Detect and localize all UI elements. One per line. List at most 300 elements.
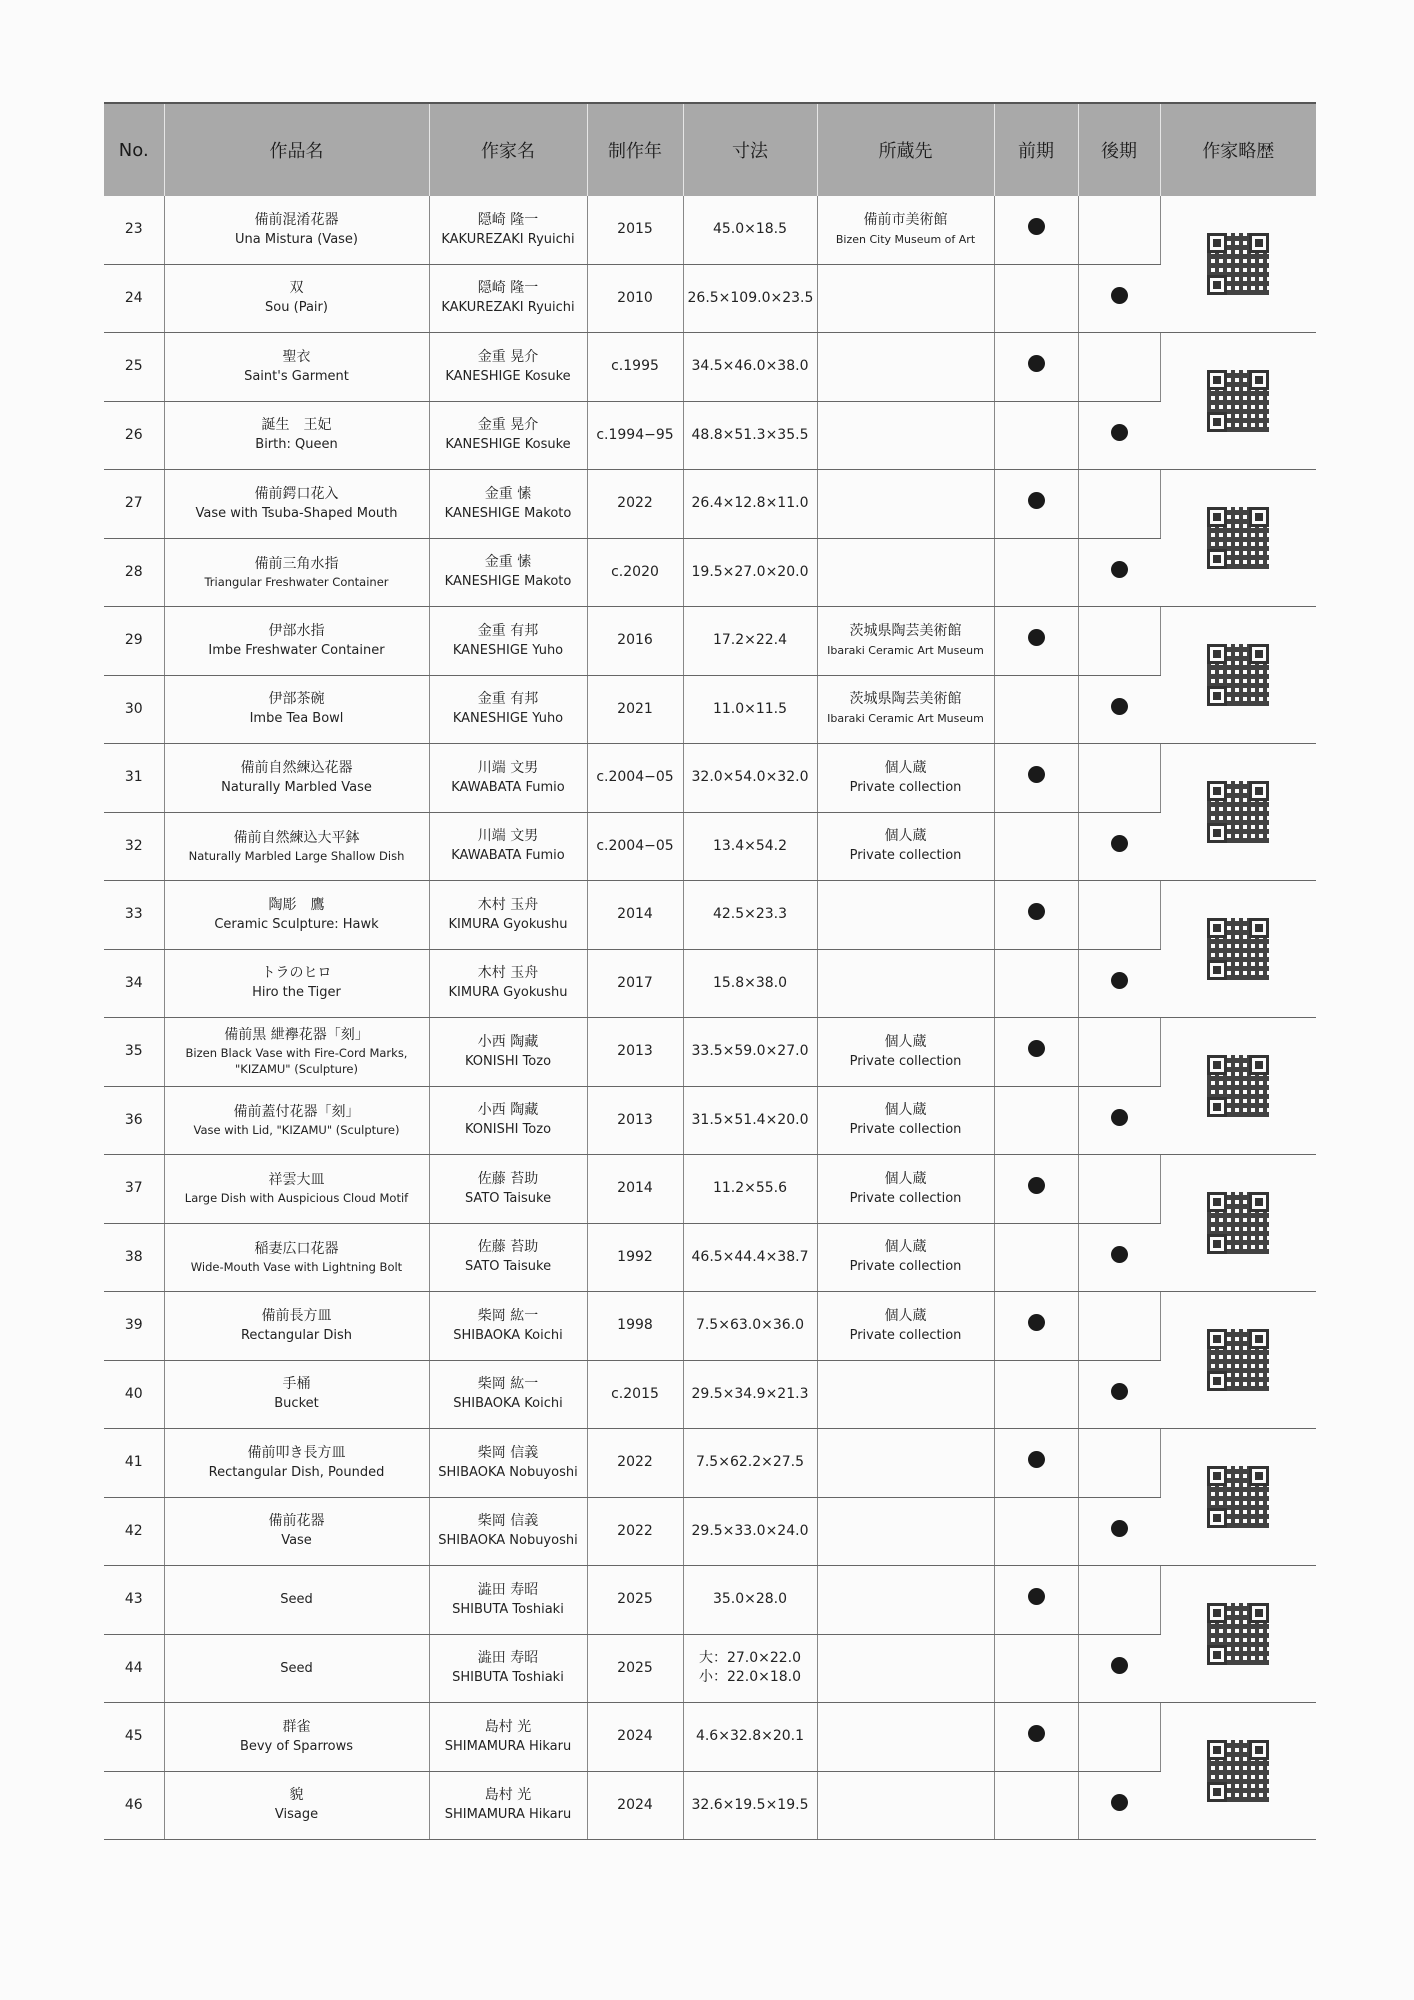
cell-collection bbox=[817, 1018, 994, 1087]
row-number: 28 bbox=[124, 563, 143, 580]
exhibited-dot-icon bbox=[1028, 1040, 1045, 1057]
cell-no bbox=[104, 333, 164, 402]
title-ja: 備前長方皿 bbox=[261, 1307, 332, 1324]
artist-ja: 金重 有邦 bbox=[477, 691, 539, 708]
qr-code-icon[interactable] bbox=[1207, 918, 1269, 980]
artwork-table bbox=[104, 102, 1316, 1840]
cell-collection bbox=[817, 1086, 994, 1155]
year: 2013 bbox=[617, 1043, 653, 1060]
year: 2014 bbox=[617, 1180, 653, 1197]
collection-ja: 茨城県陶芸美術館 bbox=[849, 691, 962, 708]
dimensions: 33.5×59.0×27.0 bbox=[691, 1043, 809, 1060]
title-en: Large Dish with Auspicious Cloud Motif bbox=[184, 1191, 409, 1206]
cell-title bbox=[164, 1086, 429, 1155]
title-ja: 貌 bbox=[289, 1787, 304, 1804]
cell-year bbox=[587, 881, 683, 950]
cell-no bbox=[104, 1566, 164, 1635]
title-en: Vase with Lid, "KIZAMU" (Sculpture) bbox=[193, 1122, 400, 1137]
cell-title bbox=[164, 675, 429, 744]
dimensions: 4.6×32.8×20.1 bbox=[695, 1728, 805, 1745]
cell-collection bbox=[817, 881, 994, 950]
cell-year bbox=[587, 812, 683, 881]
title-en: Hiro the Tiger bbox=[252, 985, 341, 1001]
header-collection: 所蔵先 bbox=[817, 103, 994, 196]
artist-ja: 隠崎 隆一 bbox=[477, 280, 539, 297]
cell-artist bbox=[429, 470, 587, 539]
title-ja: 備前三角水指 bbox=[254, 555, 339, 572]
artist-ja: 柴岡 紘一 bbox=[477, 1307, 539, 1324]
qr-code-icon[interactable] bbox=[1207, 233, 1269, 295]
title-en: Seed bbox=[280, 1592, 313, 1608]
cell-artist bbox=[429, 1634, 587, 1703]
cell-no bbox=[104, 1018, 164, 1087]
table-row bbox=[104, 812, 1316, 881]
cell-no bbox=[104, 470, 164, 539]
row-number: 44 bbox=[124, 1659, 143, 1676]
cell-first-term bbox=[994, 1155, 1078, 1224]
collection-en: Private collection bbox=[849, 1122, 962, 1138]
cell-title bbox=[164, 333, 429, 402]
dimensions: 19.5×27.0×20.0 bbox=[691, 563, 809, 580]
artwork-list-sheet bbox=[104, 102, 1316, 1840]
cell-year bbox=[587, 744, 683, 813]
cell-collection bbox=[817, 1771, 994, 1840]
title-ja: 備前黒 紲襷花器「刻」 bbox=[224, 1027, 369, 1044]
dimensions: 11.2×55.6 bbox=[712, 1180, 788, 1197]
artist-ja: 澁田 寿昭 bbox=[477, 1650, 539, 1667]
cell-dimensions bbox=[683, 1429, 817, 1498]
artist-ja: 金重 晃介 bbox=[477, 348, 539, 365]
title-en: Naturally Marbled Vase bbox=[221, 779, 372, 795]
title-en: Triangular Freshwater Container bbox=[204, 574, 389, 589]
cell-first-term bbox=[994, 744, 1078, 813]
cell-dimensions bbox=[683, 1634, 817, 1703]
dimensions: 15.8×38.0 bbox=[712, 974, 788, 991]
qr-code-icon[interactable] bbox=[1207, 1192, 1269, 1254]
cell-second-term bbox=[1078, 1155, 1160, 1224]
cell-no bbox=[104, 1771, 164, 1840]
artist-ja: 柴岡 信義 bbox=[477, 1513, 539, 1530]
title-ja: 群雀 bbox=[282, 1718, 311, 1735]
row-number: 23 bbox=[124, 221, 143, 238]
cell-no bbox=[104, 1360, 164, 1429]
row-number: 29 bbox=[124, 632, 143, 649]
qr-code-icon[interactable] bbox=[1207, 781, 1269, 843]
year: 2021 bbox=[617, 700, 653, 717]
table-row bbox=[104, 1497, 1316, 1566]
exhibited-dot-icon bbox=[1111, 1794, 1128, 1811]
cell-collection bbox=[817, 1360, 994, 1429]
cell-no bbox=[104, 1497, 164, 1566]
artist-en: KIMURA Gyokushu bbox=[448, 916, 568, 932]
header-year: 制作年 bbox=[587, 103, 683, 196]
row-number: 46 bbox=[124, 1796, 143, 1813]
cell-year bbox=[587, 538, 683, 607]
title-ja: 伊部水指 bbox=[268, 622, 325, 639]
cell-artist bbox=[429, 1497, 587, 1566]
cell-collection bbox=[817, 1223, 994, 1292]
year: c.2004−05 bbox=[596, 837, 674, 854]
exhibited-dot-icon bbox=[1028, 1725, 1045, 1742]
table-row bbox=[104, 1771, 1316, 1840]
cell-no bbox=[104, 812, 164, 881]
exhibited-dot-icon bbox=[1111, 698, 1128, 715]
cell-artist bbox=[429, 1566, 587, 1635]
cell-artist bbox=[429, 1703, 587, 1772]
cell-second-term bbox=[1078, 1292, 1160, 1361]
cell-second-term bbox=[1078, 607, 1160, 676]
table-row bbox=[104, 1155, 1316, 1224]
row-number: 35 bbox=[124, 1043, 143, 1060]
cell-second-term bbox=[1078, 1497, 1160, 1566]
title-ja: 誕生 王妃 bbox=[261, 417, 332, 434]
year: 2025 bbox=[617, 1591, 653, 1608]
year: 2017 bbox=[617, 974, 653, 991]
title-en: Seed bbox=[280, 1660, 313, 1676]
exhibited-dot-icon bbox=[1111, 287, 1128, 304]
cell-second-term bbox=[1078, 264, 1160, 333]
title-ja: 双 bbox=[289, 280, 304, 297]
artist-en: KAWABATA Fumio bbox=[451, 779, 565, 795]
collection-ja: 個人蔵 bbox=[884, 1170, 927, 1187]
title-ja: 備前花器 bbox=[268, 1513, 325, 1530]
cell-second-term bbox=[1078, 675, 1160, 744]
title-ja: 備前混淆花器 bbox=[254, 211, 339, 228]
row-number: 31 bbox=[124, 769, 143, 786]
collection-en: Private collection bbox=[849, 1190, 962, 1206]
cell-dimensions bbox=[683, 470, 817, 539]
title-en: Imbe Tea Bowl bbox=[249, 711, 344, 727]
cell-no bbox=[104, 1634, 164, 1703]
artist-en: KONISHI Tozo bbox=[464, 1122, 552, 1138]
cell-artist-bio bbox=[1160, 1155, 1316, 1292]
cell-year bbox=[587, 675, 683, 744]
cell-first-term bbox=[994, 1223, 1078, 1292]
artist-en: KAKUREZAKI Ryuichi bbox=[441, 300, 575, 316]
cell-no bbox=[104, 744, 164, 813]
artist-en: SHIMAMURA Hikaru bbox=[444, 1807, 572, 1823]
artist-en: KANESHIGE Yuho bbox=[452, 711, 564, 727]
cell-title bbox=[164, 1292, 429, 1361]
table-row bbox=[104, 333, 1316, 402]
cell-dimensions bbox=[683, 1292, 817, 1361]
artist-ja: 柴岡 信義 bbox=[477, 1444, 539, 1461]
cell-title bbox=[164, 1223, 429, 1292]
title-ja: 備前叩き長方皿 bbox=[247, 1444, 346, 1461]
cell-first-term bbox=[994, 1703, 1078, 1772]
cell-year bbox=[587, 1292, 683, 1361]
cell-second-term bbox=[1078, 1703, 1160, 1772]
dimensions: 48.8×51.3×35.5 bbox=[691, 426, 809, 443]
artist-ja: 佐藤 苔助 bbox=[477, 1170, 539, 1187]
artist-ja: 金重 愫 bbox=[484, 554, 532, 571]
exhibited-dot-icon bbox=[1028, 492, 1045, 509]
collection-ja: 個人蔵 bbox=[884, 1102, 927, 1119]
qr-code-icon[interactable] bbox=[1207, 644, 1269, 706]
row-number: 42 bbox=[124, 1522, 143, 1539]
cell-no bbox=[104, 538, 164, 607]
qr-code-icon[interactable] bbox=[1207, 1740, 1269, 1802]
cell-no bbox=[104, 196, 164, 264]
title-en: Bucket bbox=[274, 1396, 319, 1412]
cell-artist-bio bbox=[1160, 744, 1316, 881]
cell-artist-bio bbox=[1160, 881, 1316, 1018]
artist-en: SHIBUTA Toshiaki bbox=[452, 1670, 564, 1686]
collection-en: Ibaraki Ceramic Art Museum bbox=[827, 643, 984, 657]
cell-artist bbox=[429, 1018, 587, 1087]
cell-year bbox=[587, 1360, 683, 1429]
table-row bbox=[104, 1086, 1316, 1155]
cell-second-term bbox=[1078, 1018, 1160, 1087]
cell-year bbox=[587, 1223, 683, 1292]
cell-dimensions bbox=[683, 264, 817, 333]
year: c.2015 bbox=[611, 1385, 659, 1402]
year: 2024 bbox=[617, 1796, 653, 1813]
exhibited-dot-icon bbox=[1111, 972, 1128, 989]
exhibited-dot-icon bbox=[1111, 1109, 1128, 1126]
cell-dimensions bbox=[683, 812, 817, 881]
exhibited-dot-icon bbox=[1111, 1520, 1128, 1537]
cell-second-term bbox=[1078, 470, 1160, 539]
table-row bbox=[104, 401, 1316, 470]
cell-title bbox=[164, 401, 429, 470]
row-number: 26 bbox=[124, 426, 143, 443]
cell-artist bbox=[429, 1223, 587, 1292]
cell-title bbox=[164, 1360, 429, 1429]
collection-ja: 個人蔵 bbox=[884, 1239, 927, 1256]
header-second-term: 後期 bbox=[1078, 103, 1160, 196]
cell-dimensions bbox=[683, 1360, 817, 1429]
cell-artist-bio bbox=[1160, 1292, 1316, 1429]
cell-artist-bio bbox=[1160, 607, 1316, 744]
title-en: Visage bbox=[274, 1807, 319, 1823]
artist-ja: 島村 光 bbox=[484, 1787, 532, 1804]
cell-artist bbox=[429, 1360, 587, 1429]
cell-title bbox=[164, 196, 429, 264]
collection-en: Private collection bbox=[849, 848, 962, 864]
collection-en: Private collection bbox=[849, 779, 962, 795]
cell-artist bbox=[429, 1086, 587, 1155]
cell-second-term bbox=[1078, 1634, 1160, 1703]
title-ja: 備前鍔口花入 bbox=[254, 485, 339, 502]
qr-code-icon[interactable] bbox=[1207, 1055, 1269, 1117]
dimensions: 46.5×44.4×38.7 bbox=[691, 1248, 809, 1265]
cell-title bbox=[164, 744, 429, 813]
year: 2022 bbox=[617, 495, 653, 512]
cell-artist bbox=[429, 675, 587, 744]
cell-artist bbox=[429, 538, 587, 607]
artist-en: KANESHIGE Yuho bbox=[452, 642, 564, 658]
cell-second-term bbox=[1078, 1223, 1160, 1292]
exhibited-dot-icon bbox=[1111, 1657, 1128, 1674]
artist-ja: 隠崎 隆一 bbox=[477, 211, 539, 228]
cell-year bbox=[587, 333, 683, 402]
cell-second-term bbox=[1078, 538, 1160, 607]
title-en: Bizen Black Vase with Fire-Cord Marks, "KIZAMU" (Sculpture) bbox=[185, 1046, 408, 1077]
cell-dimensions bbox=[683, 1703, 817, 1772]
cell-artist bbox=[429, 1429, 587, 1498]
cell-no bbox=[104, 264, 164, 333]
cell-second-term bbox=[1078, 401, 1160, 470]
table-row bbox=[104, 1223, 1316, 1292]
cell-collection bbox=[817, 1566, 994, 1635]
header-artist: 作家名 bbox=[429, 103, 587, 196]
cell-year bbox=[587, 470, 683, 539]
cell-dimensions bbox=[683, 1018, 817, 1087]
cell-year bbox=[587, 1497, 683, 1566]
cell-dimensions bbox=[683, 401, 817, 470]
qr-code-icon[interactable] bbox=[1207, 1329, 1269, 1391]
cell-year bbox=[587, 1429, 683, 1498]
artist-en: SHIBAOKA Koichi bbox=[453, 1327, 563, 1343]
cell-year bbox=[587, 401, 683, 470]
cell-no bbox=[104, 1223, 164, 1292]
year: 2025 bbox=[617, 1659, 653, 1676]
collection-ja: 個人蔵 bbox=[884, 1307, 927, 1324]
collection-ja: 個人蔵 bbox=[884, 828, 927, 845]
artist-ja: 澁田 寿昭 bbox=[477, 1581, 539, 1598]
title-ja: 備前蓋付花器「刻」 bbox=[233, 1103, 360, 1120]
artist-en: SATO Taisuke bbox=[464, 1259, 552, 1275]
cell-first-term bbox=[994, 1360, 1078, 1429]
dimensions: 32.0×54.0×32.0 bbox=[691, 769, 809, 786]
cell-dimensions bbox=[683, 607, 817, 676]
title-ja: 手桶 bbox=[282, 1376, 311, 1393]
cell-first-term bbox=[994, 812, 1078, 881]
row-number: 30 bbox=[124, 700, 143, 717]
title-en: Birth: Queen bbox=[255, 437, 338, 453]
exhibited-dot-icon bbox=[1111, 835, 1128, 852]
artist-en: SATO Taisuke bbox=[464, 1190, 552, 1206]
exhibited-dot-icon bbox=[1028, 903, 1045, 920]
cell-collection bbox=[817, 1634, 994, 1703]
artist-ja: 川端 文男 bbox=[477, 828, 539, 845]
cell-year bbox=[587, 949, 683, 1018]
title-en: Ceramic Sculpture: Hawk bbox=[214, 916, 379, 932]
table-row bbox=[104, 1292, 1316, 1361]
title-en: Rectangular Dish, Pounded bbox=[208, 1464, 385, 1480]
dimensions: 29.5×34.9×21.3 bbox=[691, 1385, 809, 1402]
dimensions: 34.5×46.0×38.0 bbox=[691, 358, 809, 375]
cell-dimensions bbox=[683, 881, 817, 950]
cell-first-term bbox=[994, 470, 1078, 539]
cell-second-term bbox=[1078, 1429, 1160, 1498]
row-number: 33 bbox=[124, 906, 143, 923]
table-row bbox=[104, 1018, 1316, 1087]
cell-dimensions bbox=[683, 1771, 817, 1840]
artist-en: KONISHI Tozo bbox=[464, 1053, 552, 1069]
exhibited-dot-icon bbox=[1111, 1383, 1128, 1400]
qr-code-icon[interactable] bbox=[1207, 1603, 1269, 1665]
cell-artist bbox=[429, 264, 587, 333]
year: 2010 bbox=[617, 289, 653, 306]
cell-second-term bbox=[1078, 1566, 1160, 1635]
cell-artist bbox=[429, 881, 587, 950]
qr-code-icon[interactable] bbox=[1207, 507, 1269, 569]
cell-collection bbox=[817, 675, 994, 744]
artist-ja: 島村 光 bbox=[484, 1718, 532, 1735]
cell-second-term bbox=[1078, 949, 1160, 1018]
cell-dimensions bbox=[683, 675, 817, 744]
exhibited-dot-icon bbox=[1111, 424, 1128, 441]
dimensions: 11.0×11.5 bbox=[712, 700, 788, 717]
cell-collection bbox=[817, 1703, 994, 1772]
title-ja: 聖衣 bbox=[282, 348, 311, 365]
cell-first-term bbox=[994, 1429, 1078, 1498]
cell-first-term bbox=[994, 1634, 1078, 1703]
collection-en: Bizen City Museum of Art bbox=[835, 232, 976, 246]
cell-collection bbox=[817, 538, 994, 607]
row-number: 24 bbox=[124, 289, 143, 306]
row-number: 38 bbox=[124, 1248, 143, 1265]
dimensions: 32.6×19.5×19.5 bbox=[691, 1796, 809, 1813]
year: 2014 bbox=[617, 906, 653, 923]
title-ja: トラのヒロ bbox=[261, 965, 332, 982]
dimensions: 26.4×12.8×11.0 bbox=[691, 495, 809, 512]
cell-first-term bbox=[994, 1292, 1078, 1361]
cell-dimensions bbox=[683, 744, 817, 813]
cell-no bbox=[104, 1292, 164, 1361]
cell-first-term bbox=[994, 196, 1078, 264]
cell-artist bbox=[429, 1292, 587, 1361]
cell-title bbox=[164, 264, 429, 333]
cell-year bbox=[587, 1771, 683, 1840]
title-ja: 稲妻広口花器 bbox=[254, 1240, 339, 1257]
title-ja: 祥雲大皿 bbox=[268, 1172, 325, 1189]
table-row bbox=[104, 470, 1316, 539]
collection-en: Ibaraki Ceramic Art Museum bbox=[827, 712, 984, 726]
cell-second-term bbox=[1078, 1771, 1160, 1840]
dimensions: 7.5×62.2×27.5 bbox=[695, 1454, 805, 1471]
collection-en: Private collection bbox=[849, 1053, 962, 1069]
exhibited-dot-icon bbox=[1028, 355, 1045, 372]
cell-collection bbox=[817, 1429, 994, 1498]
header-title: 作品名 bbox=[164, 103, 429, 196]
exhibited-dot-icon bbox=[1028, 1314, 1045, 1331]
cell-title bbox=[164, 881, 429, 950]
cell-title bbox=[164, 812, 429, 881]
cell-year bbox=[587, 1566, 683, 1635]
dimensions: 大：27.0×22.0 bbox=[698, 1650, 802, 1667]
dimensions: 42.5×23.3 bbox=[712, 906, 788, 923]
cell-second-term bbox=[1078, 196, 1160, 264]
cell-artist-bio bbox=[1160, 196, 1316, 333]
collection-ja: 個人蔵 bbox=[884, 1033, 927, 1050]
cell-dimensions bbox=[683, 1155, 817, 1224]
cell-first-term bbox=[994, 675, 1078, 744]
artist-ja: 金重 愫 bbox=[484, 485, 532, 502]
exhibited-dot-icon bbox=[1028, 1177, 1045, 1194]
dimensions: 7.5×63.0×36.0 bbox=[695, 1317, 805, 1334]
artist-en: SHIBUTA Toshiaki bbox=[452, 1601, 564, 1617]
qr-code-icon[interactable] bbox=[1207, 370, 1269, 432]
cell-artist bbox=[429, 1771, 587, 1840]
cell-title bbox=[164, 1634, 429, 1703]
qr-code-icon[interactable] bbox=[1207, 1466, 1269, 1528]
cell-year bbox=[587, 264, 683, 333]
cell-collection bbox=[817, 1497, 994, 1566]
table-row bbox=[104, 264, 1316, 333]
table-row bbox=[104, 538, 1316, 607]
artist-en: KAKUREZAKI Ryuichi bbox=[441, 231, 575, 247]
artist-en: SHIBAOKA Nobuyoshi bbox=[438, 1533, 578, 1549]
cell-no bbox=[104, 949, 164, 1018]
artist-en: KANESHIGE Makoto bbox=[444, 574, 572, 590]
cell-artist bbox=[429, 744, 587, 813]
cell-collection bbox=[817, 333, 994, 402]
artist-en: SHIMAMURA Hikaru bbox=[444, 1738, 572, 1754]
cell-second-term bbox=[1078, 333, 1160, 402]
